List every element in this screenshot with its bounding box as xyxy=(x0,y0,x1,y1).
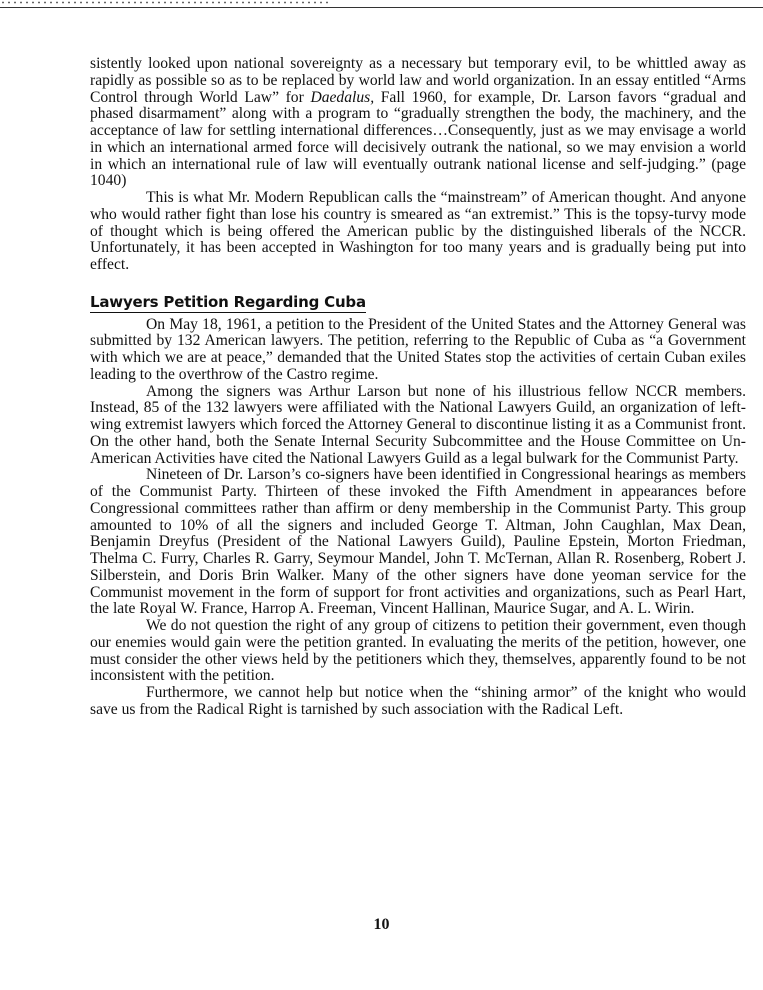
paragraph-5: Nineteen of Dr. Larson’s co-signers have been identified in Congressional hearings as members of the Communist Party. Thirteen of these invoked the Fifth Amendment in appearances before Congressional committees rather than affirm or deny membership in the Communist Party. This group amounted to 10% of all the signers and included George T. Altman, John Caughlan, Max Dean, Benjamin Dreyfus (President of the National Lawyers Guild), Pauline Epstein, Morton Friedman, Thelma C. Furry, Charles R. Garry, Seymour Mandel, John T. McTernan, Allan R. Rosenberg, Robert J. Silberstein, and Doris Brin Walker. Many of the other signers have done yeoman service for the Communist movement in the form of support for front activities and organizations, such as Pearl Hart, the late Royal W. France, Harrop A. Freeman, Vincent Hallinan, Maurice Sugar, and A. L. Wirin. xyxy=(90,466,746,618)
page-number: 10 xyxy=(373,916,390,933)
daedalus-italic: Daedalus, xyxy=(310,88,375,106)
paragraph-6: We do not question the right of any group of citizens to petition their government, even though our enemies would gain were the petition granted. In evaluating the merits of the petition, however, one must consider the other views held by the petitioners which they, themselves, apparently found to be not inconsistent with the petition. xyxy=(90,617,746,685)
top-dotted-border xyxy=(0,0,330,5)
body-text xyxy=(90,56,746,719)
paragraph-7: Furthermore, we cannot help but notice when the “shining armor” of the knight who would save us from the Radical Right is tarnished by such association with the Radical Left. xyxy=(90,684,746,718)
paragraph-1: sistently looked upon national sovereignty as a necessary but temporary evil, to be whittled away as rapidly as possible so as to be replaced by world law and world organization. In an essay entitled “Arms Control through World Law” for Daedalus, Fall 1960, for example, Dr. Larson favors “gradual and phased disarmament” along with a program to “gradually strengthen the body, the machinery, and the acceptance of law for settling international differences…Consequently, just as we may envisage a world in which an international armed force will decisively outrank the national, so we may envision a world in which an international rule of law will eventually outrank national license and self-judging.” (page 1040) xyxy=(90,55,746,190)
paragraph-4: Among the signers was Arthur Larson but none of his illustrious fellow NCCR members. Instead, 85 of the 132 lawyers were affiliated with the National Lawyers Guild, an organization of left-wing extremist lawyers which forced the Attorney General to discontinue listing it as a Communist front. On the other hand, both the Senate Internal Security Subcommittee and the House Committee on Un-American Activities have cited the National Lawyers Guild as a legal bulwark for the Communist Party. xyxy=(90,382,746,467)
section-heading: Lawyers Petition Regarding Cuba xyxy=(90,292,366,311)
top-rule xyxy=(0,7,763,8)
paragraph-3: On May 18, 1961, a petition to the President of the United States and the Attorney General was submitted by 132 American lawyers. The petition, referring to the Republic of Cuba as “a Government with which we are at peace,” demanded that the United States stop the activities of certain Cuban exiles leading to the overthrow of the Castro regime. xyxy=(90,315,746,383)
paragraph-2: This is what Mr. Modern Republican calls the “mainstream” of American thought. And anyone who would rather fight than lose his country is smeared as “an extremist.” This is the topsy-turvy mode of thought which is being offered the American public by the distinguished liberals of the NCCR. Unfortunately, it has been accepted in Washington for too many years and is gradually being put into effect. xyxy=(90,189,746,273)
